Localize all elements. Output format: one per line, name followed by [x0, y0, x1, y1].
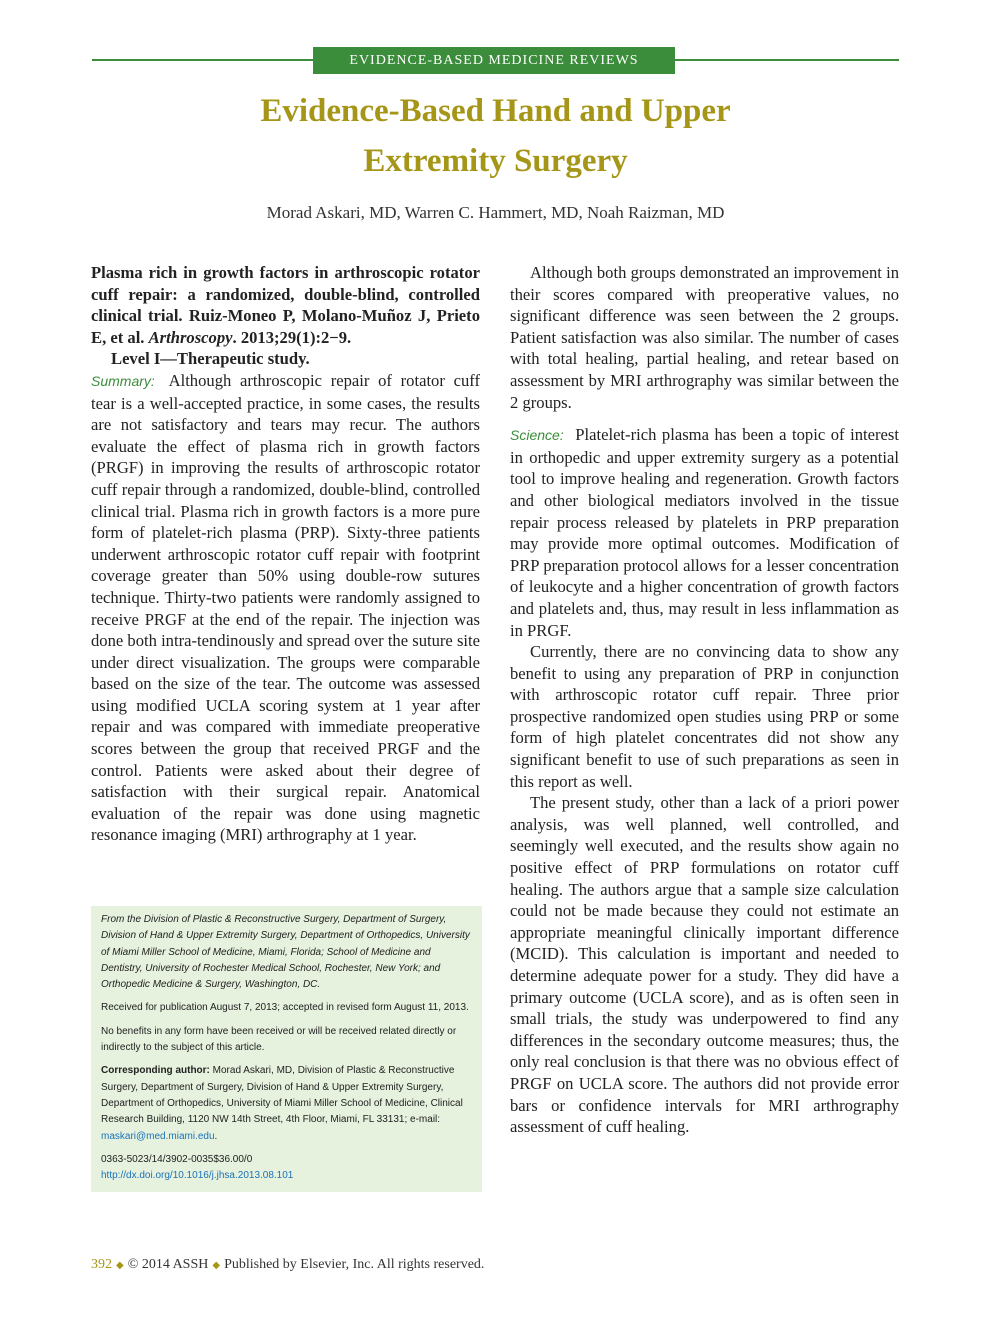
left-column: [91, 262, 480, 846]
page-number: 392: [91, 1257, 112, 1272]
affiliation-note: From the Division of Plastic & Reconstructive Surgery, Department of Surgery, Division of Hand & Upper Extremity Surgery, Department of Orthopedics, University of Miami Miller School of Medicine, Miami, Florida; School of Medicine and Dentistry, University of Rochester Medical School, Rochester, New York; and Orthopedic Medicine & Surgery, Washington, DC.: [101, 914, 470, 991]
bullet-icon: ◆: [212, 1260, 221, 1271]
publisher-text: Published by Elsevier, Inc. All rights reserved.: [224, 1257, 485, 1272]
corresponding-label: Corresponding author:: [101, 1065, 210, 1077]
corresponding-text: Morad Askari, MD, Division of Plastic & Reconstructive Surgery, Department of Surgery, Division of Hand & Upper Extremity Surgery, Department of Orthopedics, University of Miami Miller School of Medicine, Clinical Research Building, 1120 NW 14th Street, 4th Floor, Miami, FL 33131; e-mail:: [101, 1065, 463, 1126]
current-evidence-paragraph: Currently, there are no convincing data to show any benefit to using any preparation of PRP in conjunction with arthroscopic rotator cuff repair. Three prior prospective randomized open studies using PRP or some form of high platelet concentrates did not show any significant benefit to use of such preparations as seen in this report as well.: [510, 642, 899, 791]
reference-citation: [91, 262, 480, 370]
science-paragraph: [510, 424, 899, 641]
evidence-level: Level I—Therapeutic study.: [111, 349, 310, 369]
doi-link[interactable]: http://dx.doi.org/10.1016/j.jhsa.2013.08.101: [101, 1170, 294, 1182]
email-link[interactable]: maskari@med.miami.edu: [101, 1130, 215, 1142]
received-note: Received for publication August 7, 2013; accepted in revised form August 11, 2013.: [101, 1002, 469, 1014]
summary-paragraph: [91, 370, 480, 846]
right-column: [510, 262, 899, 1138]
title-line-2: Extremity Surgery: [363, 143, 628, 179]
benefits-note: No benefits in any form have been received or will be received related directly or indirectly to the subject of this article.: [101, 1025, 457, 1054]
article-info-box: [91, 906, 482, 1192]
copyright-text: © 2014 ASSH: [127, 1257, 209, 1272]
critique-paragraph: The present study, other than a lack of a priori power analysis, was well planned, well controlled, and seemingly well executed, and the results show again no positive effect of PRP formulations on rotator cuff healing. The authors argue that a sample size calculation could not be made because they could not estimate an appropriate meaningful clinically important difference (MCID). This calculation is important and needed to determine adequate power for a study. They did have a primary outcome (UCLA score), and as is often seen in small trials, the study was underpowered to find any differences in the secondary outcome measures; thus, the only real conclusion is that there was no obvious effect of PRGF on UCLA score. The authors did not provide error bars or confidence intervals for MRI arthrography assessment of cuff healing.: [510, 793, 899, 1137]
article-title: [92, 86, 899, 186]
corresponding-author-note: Corresponding author: Morad Askari, MD, Division of Plastic & Reconstructive Surgery, Department of Surgery, Division of Hand & Upper Extremity Surgery, Department of Orthopedics, University of Miami Miller School of Medicine, Clinical Research Building, 1120 NW 14th Street, 4th Floor, Miami, FL 33131; e-mail: maskari@med.miami.edu.: [101, 1065, 463, 1142]
summary-text: Although arthroscopic repair of rotator cuff tear is a well-accepted practice, in some cases, the results are not satisfactory and tears may recur. The authors evaluate the effect of plasma rich in growth factors (PRGF) in improving the results of arthroscopic rotator cuff repair through a randomized, double-blind, controlled clinical trial. Plasma rich in growth factors is a more pure form of platelet-rich plasma (PRP). Sixty-three patients underwent arthroscopic rotator cuff repair with footprint coverage greater than 50% using double-row sutures technique. Thirty-two patients were randomly assigned to receive PRGF at the end of the repair. The injection was done both intra-tendinously and spread over the suture site under direct visualization. The groups were comparable based on the size of the tear. The outcome was assessed using modified UCLA scoring system at 1 year after repair and was compared with immediate preoperative scores between the group that received PRGF and the control. Patients were asked about their degree of satisfaction with their surgical repair. Anatomical evaluation of the repair was done using magnetic resonance imaging (MRI) arthrography at 1 year.: [91, 370, 480, 845]
author-list: Morad Askari, MD, Warren C. Hammert, MD, Noah Raizman, MD: [266, 203, 725, 222]
science-text: Platelet-rich plasma has been a topic of interest in orthopedic and upper extremity surgery as a potential tool to improve healing and regeneration. Growth factors and other biological mediators involved in the tissue repair process released by platelets in PRP preparation may provide more optimal outcomes. Modification of PRP preparation protocol allows for a lesser concentration of leukocyte and a higher concentration of growth factors and platelets and, thus, may result in less inflammation as in PRGF.: [510, 425, 899, 640]
publication-ids: [101, 1152, 474, 1185]
reference-citation-details: . 2013;29(1):2−9.: [232, 327, 352, 347]
results-paragraph: Although both groups demonstrated an improvement in their scores compared with preoperative values, no significant difference was seen between the 2 groups. Patient satisfaction was also similar. The number of cases with total healing, partial healing, and retear based on assessment by MRI arthrography was similar between the 2 groups.: [510, 263, 899, 412]
reference-journal: Arthroscopy: [148, 327, 233, 347]
reference-text: Plasma rich in growth factors in arthroscopic rotator cuff repair: a randomized, double-blind, controlled clinical trial. Ruiz-Moneo P, Molano-Muñoz J, Prieto E, et al.: [91, 263, 480, 347]
summary-label: Summary:: [91, 372, 155, 389]
title-line-1: Evidence-Based Hand and Upper: [260, 93, 731, 129]
bullet-icon: ◆: [116, 1260, 124, 1271]
page-footer: [91, 1257, 484, 1273]
issn-code: 0363-5023/14/3902-0035$36.00/0: [101, 1153, 253, 1165]
science-label: Science:: [510, 427, 564, 444]
section-banner: EVIDENCE-BASED MEDICINE REVIEWS: [313, 47, 675, 74]
